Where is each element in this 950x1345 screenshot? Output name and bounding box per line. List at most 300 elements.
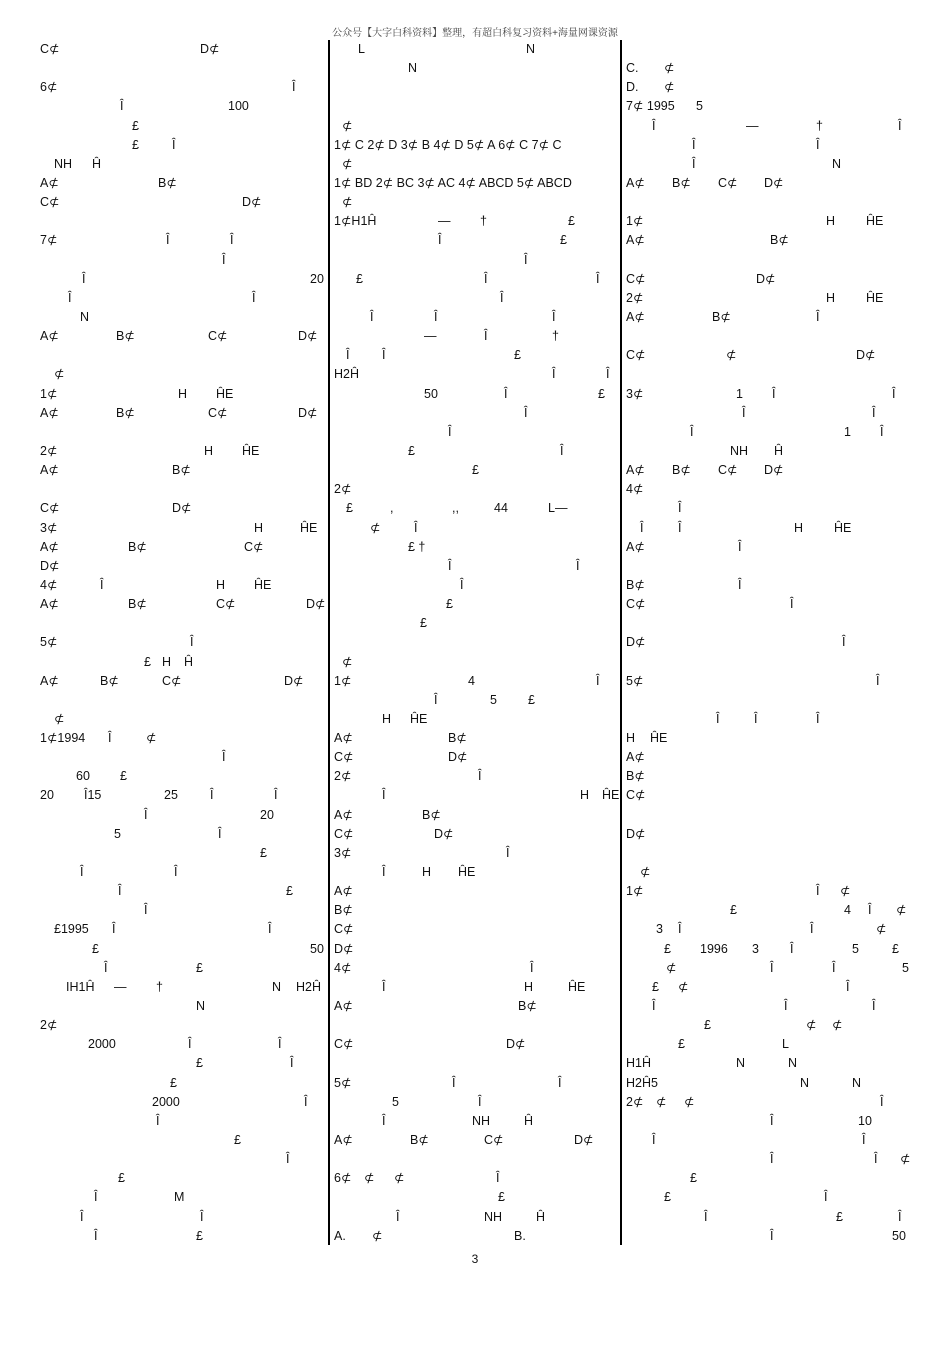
text-fragment: C⊄ [718, 175, 738, 190]
text-fragment: A⊄ [334, 731, 353, 746]
text-fragment: Î [816, 884, 820, 899]
text-fragment: ⊄ [342, 118, 353, 133]
text-line [334, 806, 618, 825]
text-line [626, 576, 916, 595]
text-fragment: 60 [76, 769, 90, 784]
text-line [334, 691, 618, 710]
text-fragment: 4⊄ [334, 960, 352, 975]
text-line [334, 155, 618, 174]
text-fragment: H2Ĥ [296, 979, 322, 994]
text-fragment: £ [528, 692, 535, 707]
text-line [334, 1188, 618, 1207]
text-fragment: Î [68, 290, 72, 305]
text-fragment: £ [346, 501, 353, 516]
text-line [626, 614, 916, 633]
text-fragment: Î [652, 999, 656, 1014]
text-line [40, 308, 326, 327]
text-line [334, 614, 618, 633]
text-line [626, 59, 916, 78]
text-fragment: 3 [656, 922, 663, 937]
text-fragment: Î [868, 903, 872, 918]
text-fragment: Î [790, 941, 794, 956]
text-fragment: 2000 [88, 1037, 116, 1052]
text-fragment: ,, [452, 501, 459, 516]
text-fragment: Î [552, 309, 556, 324]
text-fragment: Î [678, 520, 682, 535]
column-divider-right [620, 40, 622, 1245]
text-fragment: B⊄ [128, 539, 147, 554]
text-line [334, 844, 618, 863]
text-fragment: 5 [114, 826, 121, 841]
text-fragment: Î [640, 520, 644, 535]
text-line [334, 863, 618, 882]
text-fragment: Î [524, 252, 528, 267]
text-fragment: C⊄ [484, 1133, 504, 1148]
text-fragment: 6⊄ [40, 80, 58, 95]
text-line [334, 40, 618, 59]
text-fragment: Î [772, 386, 776, 401]
text-line [626, 442, 916, 461]
text-fragment: B⊄ [172, 463, 191, 478]
text-fragment: A⊄ [626, 539, 645, 554]
text-line [334, 1016, 618, 1035]
text-line [40, 423, 326, 442]
text-fragment: 6⊄ [334, 1171, 352, 1186]
text-fragment: 2⊄ [40, 1018, 58, 1033]
text-fragment: C⊄ [626, 788, 646, 803]
text-fragment: Î [504, 386, 508, 401]
text-fragment: B⊄ [128, 597, 147, 612]
text-line [334, 576, 618, 595]
text-fragment: Î [506, 845, 510, 860]
text-fragment: A⊄ [40, 673, 59, 688]
text-fragment: Î [94, 1228, 98, 1243]
text-fragment: 2⊄ [334, 482, 352, 497]
text-fragment: C⊄ [162, 673, 182, 688]
text-fragment: A⊄ [334, 807, 353, 822]
text-fragment: A. [334, 1228, 346, 1243]
text-fragment: ⊄ [146, 731, 157, 746]
text-fragment: 3⊄ [40, 520, 58, 535]
text-line [40, 825, 326, 844]
text-fragment: £ [730, 903, 737, 918]
text-fragment: Î [754, 711, 758, 726]
text-line [626, 825, 916, 844]
text-fragment: £ † [408, 539, 426, 554]
text-fragment: Î [560, 443, 564, 458]
text-fragment: ĤE [834, 520, 852, 535]
text-fragment: Î [692, 137, 696, 152]
text-line [626, 1227, 916, 1246]
text-fragment: Î [80, 1209, 84, 1224]
text-fragment: Î [596, 673, 600, 688]
text-line [334, 997, 618, 1016]
text-line [334, 710, 618, 729]
text-fragment: 3⊄ [334, 845, 352, 860]
text-fragment: Î [816, 309, 820, 324]
text-fragment: Î [210, 788, 214, 803]
text-line [626, 270, 916, 289]
text-line [626, 385, 916, 404]
text-line [626, 174, 916, 193]
text-fragment: D⊄ [626, 635, 646, 650]
text-fragment: 1⊄ [626, 884, 644, 899]
text-fragment: N [526, 42, 536, 56]
text-fragment: N [736, 1056, 746, 1071]
column-divider-left [328, 40, 330, 1245]
text-fragment: H [382, 711, 392, 726]
text-fragment: 44 [494, 501, 508, 516]
text-fragment: Î [872, 405, 876, 420]
text-line [334, 385, 618, 404]
text-fragment: N [800, 1075, 810, 1090]
text-fragment: ⊄ [896, 903, 907, 918]
text-fragment: Î [832, 960, 836, 975]
text-fragment: £ [408, 443, 415, 458]
text-fragment: Î [652, 118, 656, 133]
text-fragment: D⊄ [574, 1133, 594, 1148]
text-line [334, 959, 618, 978]
text-line [334, 978, 618, 997]
text-line [334, 1035, 618, 1054]
text-fragment: £ [892, 941, 899, 956]
text-fragment: Î [530, 960, 534, 975]
middle-column [334, 40, 618, 1245]
text-fragment: £ [144, 654, 151, 669]
text-fragment: £ [196, 960, 203, 975]
text-fragment: 50 [310, 941, 324, 956]
text-fragment: B⊄ [158, 175, 177, 190]
text-fragment: Î [382, 788, 386, 803]
text-fragment: Î15 [84, 788, 102, 803]
text-fragment: D⊄ [284, 673, 304, 688]
text-fragment: A⊄ [334, 884, 353, 899]
text-line [334, 423, 618, 442]
text-fragment: Î [370, 309, 374, 324]
text-fragment: Î [816, 137, 820, 152]
text-line [40, 461, 326, 480]
text-fragment: Î [558, 1075, 562, 1090]
text-line [334, 251, 618, 270]
text-line [40, 1150, 326, 1169]
text-fragment: Î [222, 252, 226, 267]
text-fragment: Î [434, 692, 438, 707]
text-line [626, 844, 916, 863]
text-fragment: NH [54, 156, 73, 171]
text-line [40, 786, 326, 805]
text-fragment: ĤE [410, 711, 428, 726]
text-fragment: £ [120, 769, 127, 784]
text-fragment: ĤE [602, 788, 620, 803]
text-line [40, 404, 326, 423]
text-fragment: C⊄ [334, 750, 354, 765]
text-line [40, 270, 326, 289]
text-line [626, 193, 916, 212]
text-fragment: B⊄ [712, 309, 731, 324]
text-fragment: — [114, 979, 127, 994]
text-fragment: D⊄ [200, 42, 220, 56]
text-line [40, 710, 326, 729]
text-line [626, 423, 916, 442]
text-fragment: C⊄ [718, 463, 738, 478]
text-fragment: Î [716, 711, 720, 726]
text-fragment: 100 [228, 99, 249, 114]
text-fragment: Î [166, 233, 170, 248]
text-fragment: ⊄ [666, 960, 677, 975]
text-fragment: £ [498, 1190, 505, 1205]
text-line [626, 653, 916, 672]
text-fragment: D⊄ [626, 826, 646, 841]
text-fragment: £ [234, 1133, 241, 1148]
text-line [626, 997, 916, 1016]
text-line [626, 1016, 916, 1035]
text-line [334, 538, 618, 557]
text-fragment: 5⊄ [334, 1075, 352, 1090]
text-fragment: H [216, 577, 226, 592]
text-fragment: H [178, 386, 188, 401]
text-line [40, 174, 326, 193]
text-line [334, 499, 618, 518]
text-line [626, 136, 916, 155]
text-line [40, 78, 326, 97]
text-fragment: Î [382, 348, 386, 363]
text-line [626, 212, 916, 231]
text-fragment: £ [472, 463, 479, 478]
text-fragment: A⊄ [626, 750, 645, 765]
text-line [40, 136, 326, 155]
text-line [334, 767, 618, 786]
text-line [626, 1035, 916, 1054]
text-fragment: 1⊄H1Ĥ [334, 214, 377, 229]
text-fragment: C. [626, 61, 639, 76]
text-fragment: ⊄ [364, 1171, 375, 1186]
text-fragment: Î [292, 80, 296, 95]
text-fragment: £ [836, 1209, 843, 1224]
text-line [40, 1035, 326, 1054]
text-line [626, 863, 916, 882]
text-fragment: 50 [892, 1228, 906, 1243]
text-fragment: Î [174, 865, 178, 880]
text-fragment: Î [218, 826, 222, 841]
text-fragment: Ĥ [774, 443, 784, 458]
text-line [626, 519, 916, 538]
text-fragment: Î [552, 367, 556, 382]
text-fragment: D⊄ [856, 348, 876, 363]
text-fragment: £ [196, 1228, 203, 1243]
text-line [40, 882, 326, 901]
text-fragment: ĤE [242, 443, 260, 458]
text-fragment: A⊄ [40, 539, 59, 554]
text-fragment: Î [222, 750, 226, 765]
text-line [40, 767, 326, 786]
text-fragment: Î [414, 520, 418, 535]
text-fragment: Î [874, 1152, 878, 1167]
text-line [40, 538, 326, 557]
text-fragment: L [358, 42, 365, 56]
text-fragment: Î [108, 731, 112, 746]
text-line [334, 1093, 618, 1112]
text-fragment: H2Ĥ [334, 367, 360, 382]
text-fragment: N [196, 999, 206, 1014]
text-line [626, 978, 916, 997]
text-fragment: 5 [902, 960, 909, 975]
text-line [334, 1112, 618, 1131]
text-fragment: A⊄ [626, 463, 645, 478]
text-line [40, 920, 326, 939]
text-line [626, 557, 916, 576]
text-fragment: ⊄ [342, 156, 353, 171]
text-fragment: Î [824, 1190, 828, 1205]
text-fragment: 4⊄ [626, 482, 644, 497]
text-fragment: ⊄ [342, 195, 353, 210]
text-fragment: £ [560, 233, 567, 248]
text-fragment: Î [434, 309, 438, 324]
text-fragment: 1⊄ BD 2⊄ BC 3⊄ AC 4⊄ ABCD 5⊄ ABCD [334, 175, 572, 190]
text-fragment: ⊄ [394, 1171, 405, 1186]
text-line [626, 691, 916, 710]
text-fragment: D⊄ [506, 1037, 526, 1052]
text-line [334, 117, 618, 136]
text-line [40, 59, 326, 78]
text-fragment: D⊄ [334, 941, 354, 956]
text-line [626, 346, 916, 365]
text-line [40, 1112, 326, 1131]
text-fragment: £ [704, 1018, 711, 1033]
text-line [626, 404, 916, 423]
text-line [40, 653, 326, 672]
text-fragment: Î [396, 1209, 400, 1224]
text-fragment: D⊄ [756, 271, 776, 286]
text-line [40, 1016, 326, 1035]
text-fragment: NH [472, 1113, 491, 1128]
text-fragment: 1 [844, 424, 851, 439]
text-line [626, 1169, 916, 1188]
text-fragment: C⊄ [216, 597, 236, 612]
text-fragment: ⊄ [840, 884, 851, 899]
text-line [334, 404, 618, 423]
text-fragment: ⊄ [832, 1018, 843, 1033]
text-fragment: 20 [260, 807, 274, 822]
text-line [626, 595, 916, 614]
text-fragment: A⊄ [40, 329, 59, 344]
text-fragment: £ [286, 884, 293, 899]
text-fragment: † [480, 214, 487, 229]
text-line [40, 844, 326, 863]
text-fragment: , [390, 501, 394, 516]
text-line [40, 480, 326, 499]
text-fragment: B⊄ [672, 175, 691, 190]
text-fragment: L— [548, 501, 568, 516]
text-fragment: Î [738, 577, 742, 592]
text-fragment: B⊄ [770, 233, 789, 248]
text-line [40, 806, 326, 825]
text-line [40, 1208, 326, 1227]
text-fragment: — [438, 214, 451, 229]
text-fragment: Î [82, 271, 86, 286]
text-fragment: — [746, 118, 759, 133]
text-line [334, 480, 618, 499]
text-fragment: 1⊄1994 [40, 731, 86, 746]
text-line [40, 978, 326, 997]
text-fragment: H [524, 979, 534, 994]
text-line [626, 710, 916, 729]
text-fragment: H [254, 520, 264, 535]
text-fragment: Î [880, 1094, 884, 1109]
text-fragment: Î [188, 1037, 192, 1052]
text-line [334, 308, 618, 327]
text-fragment: £ [598, 386, 605, 401]
text-fragment: D. [626, 80, 639, 95]
text-fragment: D⊄ [764, 175, 784, 190]
text-fragment: Î [898, 1209, 902, 1224]
text-line [40, 1093, 326, 1112]
text-fragment: B⊄ [626, 769, 645, 784]
text-fragment: Î [120, 99, 124, 114]
text-line [334, 1131, 618, 1150]
text-fragment: Î [478, 769, 482, 784]
text-line [626, 1112, 916, 1131]
text-fragment: 1⊄ [334, 673, 352, 688]
text-fragment: D⊄ [298, 329, 318, 344]
text-line [40, 231, 326, 250]
text-fragment: N [832, 156, 842, 171]
text-fragment: ĤE [300, 520, 318, 535]
text-fragment: ĤE [458, 865, 476, 880]
text-line [626, 499, 916, 518]
text-fragment: £ [420, 616, 427, 631]
text-fragment: ĤE [254, 577, 272, 592]
text-fragment: Î [810, 922, 814, 937]
text-line [40, 1188, 326, 1207]
text-line [334, 270, 618, 289]
text-fragment: Î [898, 118, 902, 133]
text-fragment: Î [484, 329, 488, 344]
text-line [334, 882, 618, 901]
text-fragment: ĤE [866, 214, 884, 229]
text-line [626, 480, 916, 499]
text-fragment: A⊄ [40, 405, 59, 420]
text-fragment: C⊄ [626, 348, 646, 363]
text-fragment: IH1Ĥ [66, 979, 95, 994]
text-line [40, 1074, 326, 1093]
text-line [626, 1150, 916, 1169]
text-line [626, 767, 916, 786]
text-fragment: £ [92, 941, 99, 956]
text-line [40, 212, 326, 231]
text-line [40, 1227, 326, 1246]
text-fragment: Î [596, 271, 600, 286]
text-fragment: C⊄ [208, 329, 228, 344]
text-fragment: N [788, 1056, 798, 1071]
text-fragment: Î [678, 501, 682, 516]
text-line [626, 672, 916, 691]
text-fragment: £ [664, 941, 671, 956]
text-fragment: C⊄ [626, 271, 646, 286]
text-fragment: 5 [696, 99, 703, 114]
text-fragment: Î [382, 865, 386, 880]
text-fragment: ⊄ [684, 1094, 695, 1109]
text-line [40, 576, 326, 595]
text-fragment: Î [94, 1190, 98, 1205]
text-line [626, 1208, 916, 1227]
text-fragment: Î [880, 424, 884, 439]
text-fragment: H [204, 443, 214, 458]
text-fragment: B⊄ [410, 1133, 429, 1148]
text-fragment: N [408, 61, 418, 76]
text-fragment: N [272, 979, 282, 994]
text-fragment: C⊄ [208, 405, 228, 420]
text-line [334, 97, 618, 116]
